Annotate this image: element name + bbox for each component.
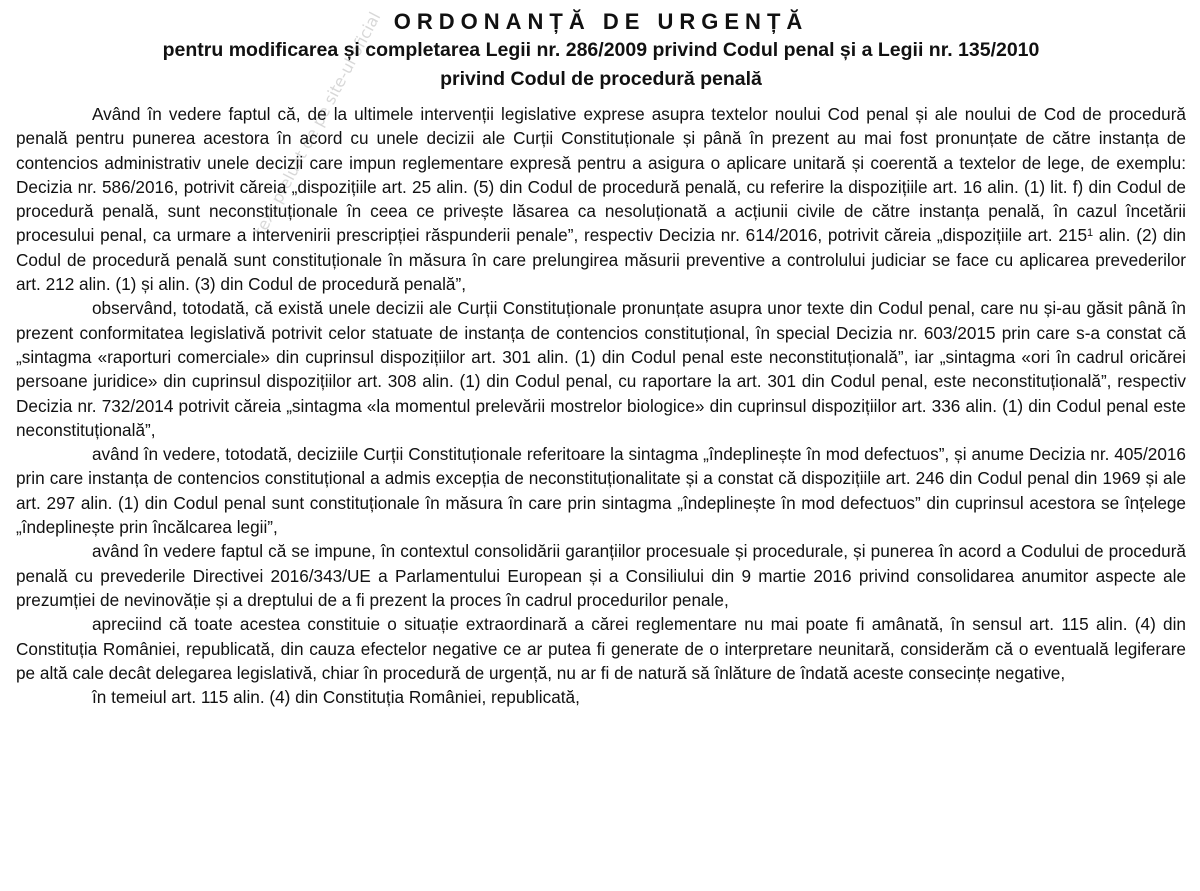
document-title: ORDONANȚĂ DE URGENȚĂ (393, 9, 809, 34)
paragraph-2: observând, totodată, că există unele decizii ale Curții Constituționale pronunțate asupra unor texte din Codul penal, care nu și-au găsit până în prezent conformitatea legislativă potrivit celor statuate de instanța de contencios constituțional, în special Decizia nr. 603/2015 prin care s-a constat că „sintagma «raporturi comerciale» din cuprinsul dispozițiilor art. 301 alin. (1) din Codul penal este neconstituțională”, iar „sintagma «ori în cadrul oricărei persoane juridice» din cuprinsul dispozițiilor art. 308 alin. (1) din Codul penal, cu raportare la art. 301 din Codul penal, este neconstituțională”, respectiv Decizia nr. 732/2014 potrivit căreia „sintagma «la momentul prelevării mostrelor biologice» din cuprinsul dispozițiilor art. 336 alin. (1) din Codul penal este neconstituțională”, (16, 298, 1186, 440)
watermark-text: text preluat de pe site-ul oficial (250, 8, 385, 239)
paragraph-4: având în vedere faptul că se impune, în contextul consolidării garanțiilor procesuale și procedurale, și punerea în acord a Codului de procedură penală cu prevederile Directivei 2016/343/UE a Parlamentului European și a Consiliului din 9 martie 2016 privind consolidarea anumitor aspecte ale prezumției de nevinovăție și a dreptului de a fi prezent la proces în cadrul procedurilor penale, (16, 541, 1186, 610)
paragraph-6: în temeiul art. 115 alin. (4) din Constituția României, republicată, (92, 687, 580, 708)
document-subtitle (16, 36, 1186, 94)
paragraph-5: apreciind că toate acestea constituie o situație extraordinară a cărei reglementare nu mai poate fi amânată, în sensul art. 115 alin. (4) din Constituția României, republicată, din cauza efectelor negative ce ar putea fi generate de o interpretare neunitară, considerăm că o eventuală legiferare pe altă cale decât delegarea legislativă, chiar în procedură de urgență, nu ar fi de natură să înlăture de îndată aceste consecințe negative, (16, 614, 1186, 683)
document-page (16, 8, 1186, 709)
superscript: 1 (1087, 227, 1094, 240)
paragraph-1 (16, 102, 1186, 296)
paragraph-1-text-b: alin. (2) din Codul de procedură penală sunt constituționale în măsura în care prelungirea măsurii preventive a controlului judiciar se face cu aplicarea prevederilor art. 212 alin. (1) și alin. (3) din Codul de procedură penală”, (16, 225, 1186, 295)
paragraph-3: având în vedere, totodată, deciziile Curții Constituționale referitoare la sintagma „îndeplinește în mod defectuos”, și anume Decizia nr. 405/2016 prin care instanța de contencios constituțional a admis excepția de neconstituționalitate și a constat că dispozițiile art. 246 din Codul penal din 1969 și ale art. 297 alin. (1) din Codul penal sunt constituționale în măsura în care prin sintagma „îndeplinește în mod defectuos” din cuprinsul acestora se înțelege „îndeplinește prin încălcarea legii”, (16, 444, 1186, 538)
document-body (16, 102, 1186, 709)
subtitle-line-2: privind Codul de procedură penală (440, 68, 762, 90)
subtitle-line-1: pentru modificarea și completarea Legii nr. 286/2009 privind Codul penal și a Legii nr. 135/2010 (162, 39, 1040, 61)
paragraph-1-text-a: Având în vedere faptul că, de la ultimele intervenții legislative exprese asupra textelor noului Cod penal și ale noului de Cod de procedură penală pentru punerea acestora în acord cu unele decizii ale Curții Constituționale și până în prezent au mai fost pronunțate de către instanța de contencios administrativ unele decizii care impun reglementare expresă pentru a asigura o aplicare unitară și coerentă a textelor de lege, de exemplu: Decizia nr. 586/2016, potrivit căreia „dispozițiile art. 25 alin. (5) din Codul de procedură penală, cu referire la dispozițiile art. 16 alin. (1) lit. f) din Codul de procedură penală, sunt neconstituționale în ceea ce privește lăsarea ca nesoluționată a acțiunii civile de către instanța penală, în cazul încetării procesului penal, ca urmare a intervenirii prescripției răspunderii penale”, respectiv Decizia nr. 614/2016, potrivit căreia „dispozițiile art. 215 (16, 104, 1186, 246)
